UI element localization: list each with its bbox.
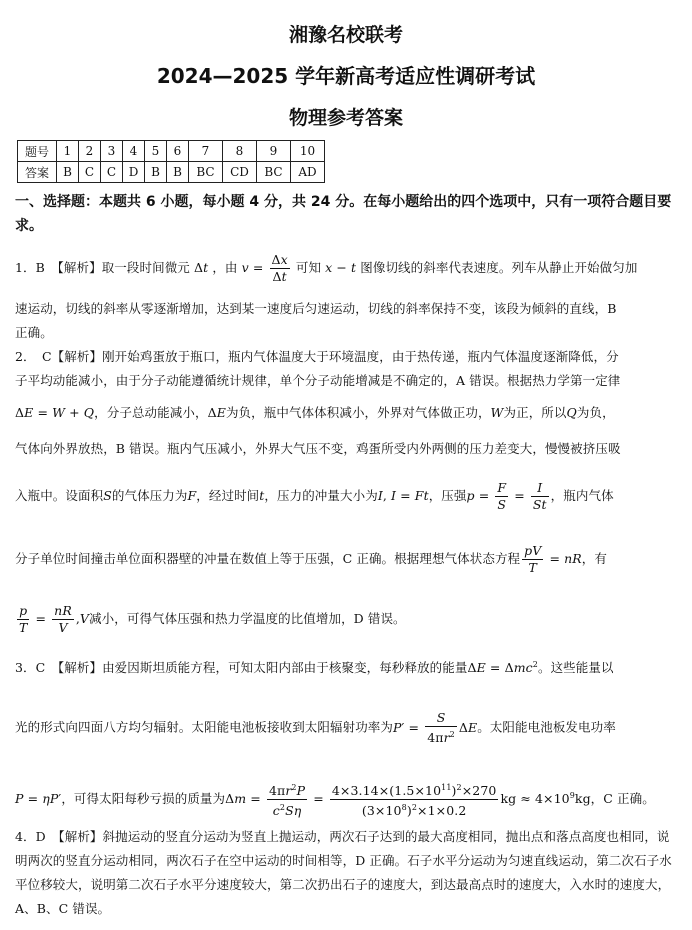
formula: v = $\frac{\Delta x}{\Delta t}$ (241, 252, 288, 284)
answer-table (17, 140, 325, 183)
table-cell: 9 (257, 141, 291, 162)
formula: ΔE = W + Q (15, 405, 95, 420)
formula: $\frac{pV}{T}$ = nR (524, 543, 582, 575)
q1-line1: 1．B 【解析】取一段时间微元 Δt ，由 v = $\frac{\Delta x}{\Delta t}$ 可知 x − t 图像切线的斜率代表速度。列车从静止开始做匀加 (15, 252, 638, 284)
table-cell: 7 (189, 141, 223, 162)
q4-text: 4．D 【解析】斜抛运动的竖直分运动为竖直上抛运动，两次石子达到的最大高度相同，抛出点和落点高度也相同，说明两次的竖直分运动相同，两次石子在空中运动的时间相等，D 正确。石子水平分运动为匀速直线运动，第二次石子水平位移较大，说明第二次石子水平分速度较大，第二次扔出石子的速度大，到达最高点时的速度大，入水时的速度大，A、B、C 错误。 (15, 829, 672, 916)
table-cell: BC (257, 162, 291, 183)
formula: ΔE (207, 405, 226, 420)
answer-row (18, 162, 325, 183)
answer-title: 物理参考答案 (288, 107, 403, 129)
table-cell: CD (223, 162, 257, 183)
q1-line2: 速运动，切线的斜率从零逐渐增加，达到某一速度后匀速运动，切线的斜率保持不变，该段为倾斜的直线，B (15, 301, 617, 316)
table-cell: 10 (291, 141, 325, 162)
q2-line6: 分子单位时间撞击单位面积器壁的冲量在数值上等于压强，C 正确。根据理想气体状态方程 $\frac{pV}{T}$ = nR，有 (15, 543, 607, 575)
table-cell: 6 (167, 141, 189, 162)
formula: Q (566, 405, 577, 420)
formula: Δm = $\frac{4\pi r^2P}{c^2S\eta}$ = $\frac{4\times 3.14\times(1.5\times 10^{11})^2\times 270}{(3\times 10^8)^2\times 1\times 0.2}$ (225, 791, 500, 806)
table-cell: C (79, 162, 101, 183)
q3-line2: 光的形式向四面八方均匀辐射。太阳能电池板接收到太阳辐射功率为P′ = $\frac{S}{4\pi r^2}$ ΔE。太阳能电池板发电功率 (15, 710, 616, 746)
q2-line2: 子平均动能减小，由于分子动能遵循统计规律，单个分子动能增减是不确定的，A 错误。根据热力学第一定律 (15, 373, 621, 388)
q2-line7: $\frac{p}{T}$ = $\frac{nR}{V}$ ,V减小，可得气体压强和热力学温度的比值增加，D 错误。 (15, 603, 677, 636)
table-cell: 3 (101, 141, 123, 162)
formula: Δt (193, 260, 209, 275)
formula: t (259, 488, 265, 503)
question-number-row (18, 141, 325, 162)
formula: $\frac{p}{T}$ = $\frac{nR}{V}$ (19, 603, 72, 635)
table-cell: 5 (145, 141, 167, 162)
formula: ΔE = Δmc$^2$ (467, 660, 538, 676)
table-cell: 4 (123, 141, 145, 162)
q1-line3: 正确。 (15, 325, 53, 340)
table-cell: BC (189, 162, 223, 183)
formula: p = $\frac{F}{S}$ = $\frac{I}{St}$ (466, 480, 547, 512)
row-label: 答案 (18, 162, 57, 183)
q2-line3: ΔE = W + Q，分子总动能减小，ΔE为负，瓶中气体体积减小，外界对气体做正功，W为正，所以Q为负， (15, 405, 615, 420)
table-cell: 8 (223, 141, 257, 162)
row-label: 题号 (18, 141, 57, 162)
table-cell: B (167, 162, 189, 183)
formula: V (79, 611, 90, 626)
table-cell: D (123, 162, 145, 183)
formula: W (490, 405, 504, 420)
table-cell: B (145, 162, 167, 183)
exam-union-title: 湘豫名校联考 (288, 24, 403, 46)
formula: P = ηP′ (15, 791, 62, 807)
table-cell: C (101, 162, 123, 183)
section-heading: 一、选择题：本题共 6 小题，每小题 4 分，共 24 分。在每小题给出的四个选项中，只有一项符合题目要求。 (15, 194, 672, 234)
formula: x − t (325, 260, 357, 275)
q3-line3: P = ηP′，可得太阳每秒亏损的质量为Δm = $\frac{4\pi r^2P}{c^2S\eta}$ = $\frac{4\times 3.14\times(1.5\times 10^{11})^2\times 270}{(3\times 10^8)^2\times 1\times 0.2}$ kg ≈ $4\times 10^9kg$，C 正确。 (15, 780, 677, 819)
table-cell: AD (291, 162, 325, 183)
q2-line4: 气体向外界放热，B 错误。瓶内气压减小，外界大气压不变，鸡蛋所受内外两侧的压力差变大，慢慢被挤压吸 (15, 441, 621, 456)
exam-title: 2024—2025 学年新高考适应性调研考试 (156, 64, 536, 88)
formula: S (103, 488, 112, 503)
q2-line5: 入瓶中。设面积S的气体压力为F，经过时间t，压力的冲量大小为I, I = Ft，压强p = $\frac{F}{S}$ = $\frac{I}{St}$ ，瓶内气体 (15, 480, 614, 512)
formula: I, I = Ft (377, 488, 429, 503)
formula: F (187, 488, 197, 503)
table-cell: B (57, 162, 79, 183)
table-cell: 1 (57, 141, 79, 162)
q3-line1: 3．C 【解析】由爱因斯坦质能方程，可知太阳内部由于核聚变，每秒释放的能量ΔE = Δmc$^2$。这些能量以 (15, 660, 614, 676)
table-cell: 2 (79, 141, 101, 162)
formula: P′ = $\frac{S}{4\pi r^2}$ ΔE (393, 710, 478, 746)
q2-line1: 2． C【解析】刚开始鸡蛋放于瓶口，瓶内气体温度大于环境温度，由于热传递，瓶内气体温度逐渐降低，分 (15, 349, 619, 364)
